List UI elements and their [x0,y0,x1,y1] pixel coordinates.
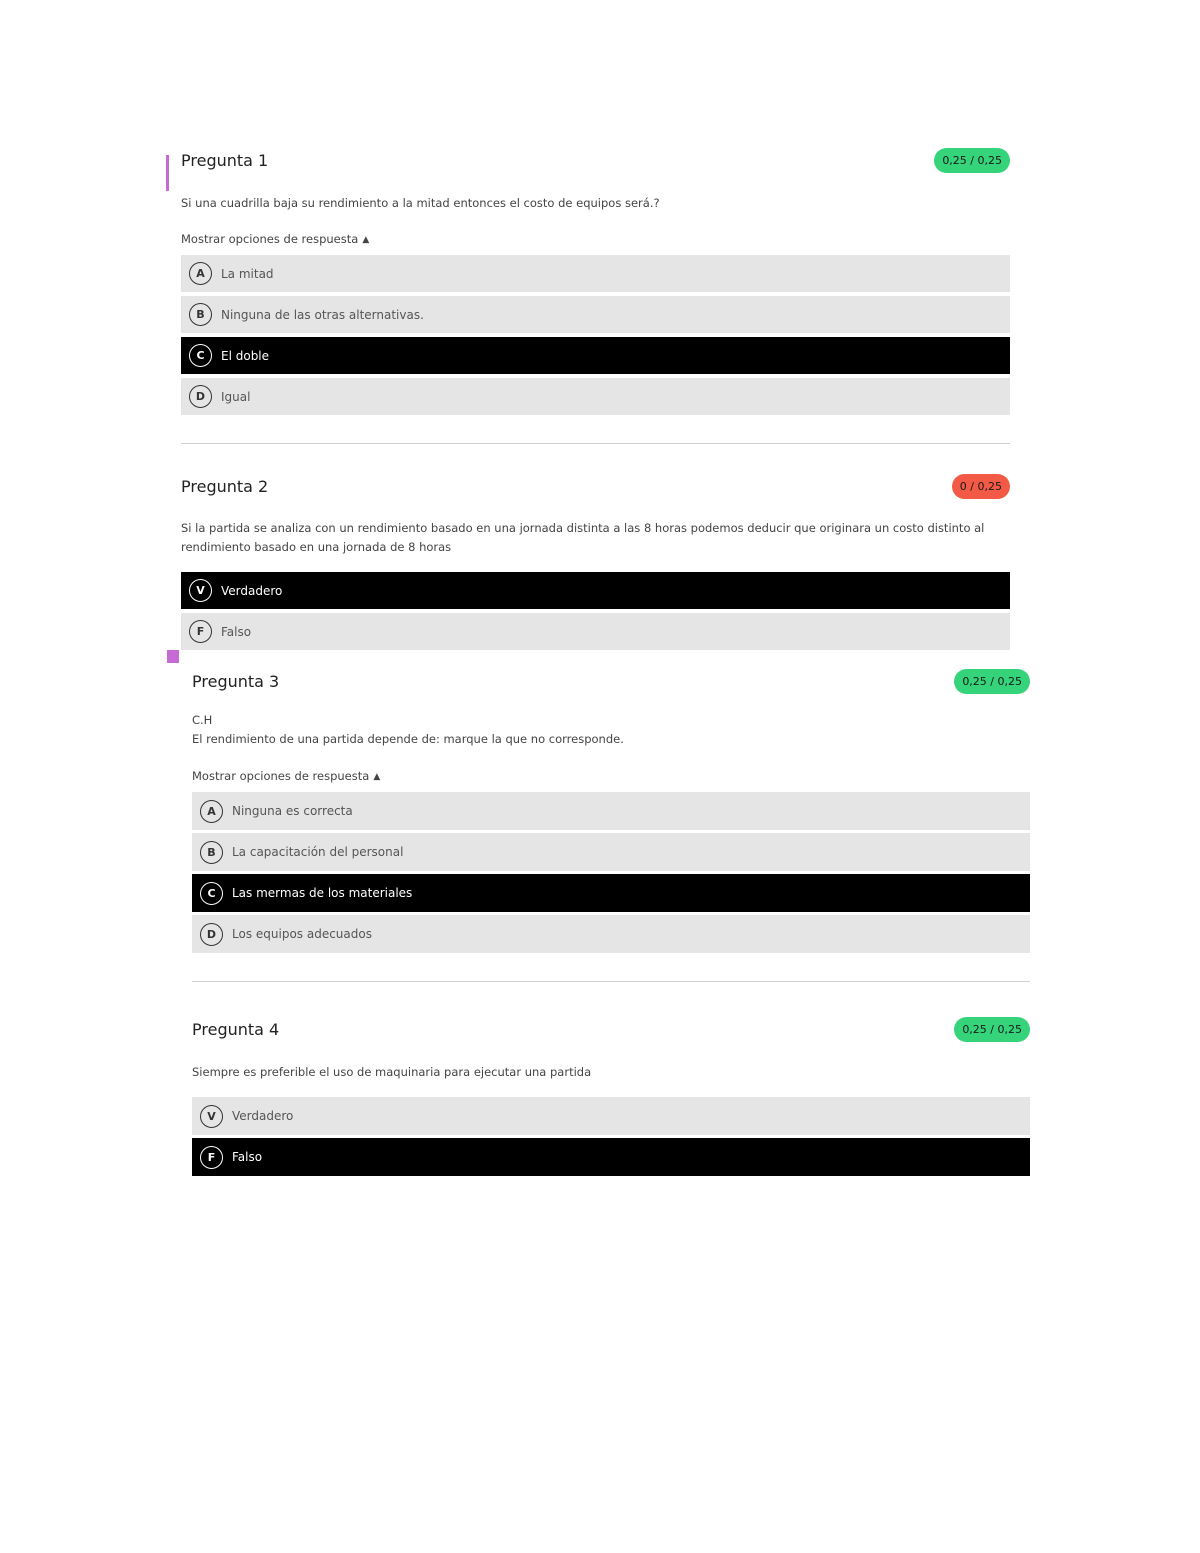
option-letter-c: C [189,344,212,367]
answer-options [181,255,1010,415]
toggle-label: Mostrar opciones de respuesta [181,232,359,246]
option-label: Los equipos adecuados [232,927,372,941]
answer-option-falso[interactable] [181,613,1010,650]
option-letter-a: A [200,800,223,823]
question-header [181,146,1010,176]
answer-option-b[interactable] [181,296,1010,333]
option-label: Falso [221,624,252,639]
option-letter-d: D [200,923,223,946]
answer-options [181,572,1010,650]
question-1 [181,146,1010,444]
option-label: Verdadero [232,1109,294,1123]
option-letter-d: D [189,385,212,408]
show-answer-options-toggle[interactable] [192,767,1030,788]
question-divider [192,981,1030,982]
question-title: Pregunta 1 [181,151,269,170]
show-answer-options-toggle[interactable] [181,230,1010,251]
question-text: Siempre es preferible el uso de maquinaria para ejecutar una partida [192,1065,592,1079]
option-letter-a: A [189,262,212,285]
option-letter-b: B [200,841,223,864]
score-badge: 0,25 / 0,25 [934,148,1010,173]
answer-options [192,792,1030,953]
answer-option-verdadero[interactable] [192,1097,1030,1135]
option-label: Ninguna de las otras alternativas. [221,307,424,322]
chevron-up-icon: ▲ [373,772,381,782]
question-text [192,711,1030,749]
question-title: Pregunta 4 [192,1020,280,1039]
option-label: La capacitación del personal [232,845,404,859]
option-letter-v: V [200,1105,223,1128]
score-badge: 0 / 0,25 [952,474,1010,499]
question-header [192,667,1030,697]
question-3 [192,667,1030,982]
question-text-line-2: El rendimiento de una partida depende de: marque la que no corresponde. [192,732,624,746]
answer-option-d[interactable] [181,378,1010,415]
question-divider [181,443,1010,444]
question-text-line-1: C.H [192,713,213,727]
question-text: Si la partida se analiza con un rendimiento basado en una jornada distinta a las 8 horas podemos deducir que originara un costo distinto al rendimiento basado en una jornada de 8 horas [181,521,985,554]
option-letter-c: C [200,882,223,905]
flag-marker [167,650,179,663]
answer-option-c-selected[interactable] [192,874,1030,912]
question-header [181,472,1010,502]
answer-option-a[interactable] [181,255,1010,292]
answer-option-c-selected[interactable] [181,337,1010,374]
score-badge: 0,25 / 0,25 [954,1017,1030,1042]
question-2 [181,472,1010,654]
option-label: Verdadero [221,583,283,598]
chevron-up-icon: ▲ [362,235,370,245]
option-label: Igual [221,389,251,404]
option-label: La mitad [221,266,274,281]
question-4 [192,1015,1030,1179]
score-badge: 0,25 / 0,25 [954,669,1030,694]
toggle-label: Mostrar opciones de respuesta [192,769,370,783]
option-label: Ninguna es correcta [232,804,353,818]
option-letter-b: B [189,303,212,326]
option-label: El doble [221,348,270,363]
answer-option-a[interactable] [192,792,1030,830]
option-label: Las mermas de los materiales [232,886,413,900]
question-text: Si una cuadrilla baja su rendimiento a la mitad entonces el costo de equipos será.? [181,196,660,210]
option-label: Falso [232,1150,263,1164]
option-letter-f: F [189,620,212,643]
option-letter-v: V [189,579,212,602]
answer-option-b[interactable] [192,833,1030,871]
question-title: Pregunta 3 [192,672,280,691]
answer-option-d[interactable] [192,915,1030,953]
option-letter-f: F [200,1146,223,1169]
answer-option-verdadero-selected[interactable] [181,572,1010,609]
question-title: Pregunta 2 [181,477,269,496]
current-question-marker [166,155,169,191]
answer-options [192,1097,1030,1176]
question-header [192,1015,1030,1045]
answer-option-falso-selected[interactable] [192,1138,1030,1176]
